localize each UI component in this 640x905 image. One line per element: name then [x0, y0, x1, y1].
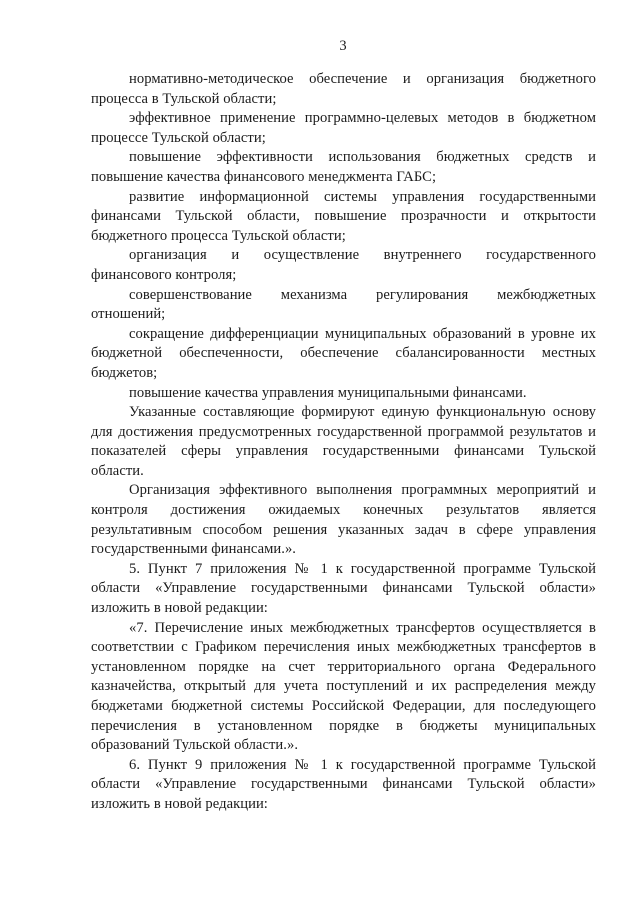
document-body — [91, 70, 596, 815]
paragraph: повышение качества управления муниципальными финансами. — [129, 384, 527, 401]
paragraph: нормативно-методическое обеспечение и организация бюджетного процесса в Тульской области; — [91, 71, 596, 107]
paragraph: организация и осуществление внутреннего государственного финансового контроля; — [91, 247, 596, 283]
paragraph: 5. Пункт 7 приложения № 1 к государственной программе Тульской области «Управление государственными финансами Тульской области» изложить в новой редакции: — [91, 560, 596, 617]
paragraph: развитие информационной системы управления государственными финансами Тульской области, повышение прозрачности и открытости бюджетного процесса Тульской области; — [91, 188, 596, 244]
page-number: 3 — [339, 38, 347, 54]
paragraph: сокращение дифференциации муниципальных образований в уровне их бюджетной обеспеченности, обеспечение сбалансированности местных бюджетов; — [91, 325, 596, 381]
paragraph: «7. Перечисление иных межбюджетных трансфертов осуществляется в соответствии с Графиком перечисления иных межбюджетных трансфертов в установленном порядке на счет территориального органа Федерального казначейства, открытый для учета поступлений и их распределения между бюджетами бюджетной системы Российской Федерации, для последующего перечисления в установленном порядке в бюджеты муниципальных образований Тульской области.». — [91, 619, 596, 754]
paragraph: Указанные составляющие формируют единую функциональную основу для достижения предусмотренных государственной программой результатов и показателей сферы управления государственными финансами Тульской области. — [91, 404, 596, 479]
paragraph: эффективное применение программно-целевых методов в бюджетном процессе Тульской области; — [91, 110, 596, 146]
paragraph: 6. Пункт 9 приложения № 1 к государственной программе Тульской области «Управление государственными финансами Тульской области» изложить в новой редакции: — [91, 756, 596, 812]
paragraph: совершенствование механизма регулирования межбюджетных отношений; — [91, 286, 596, 323]
paragraph: повышение эффективности использования бюджетных средств и повышение качества финансового менеджмента ГАБС; — [91, 149, 596, 185]
paragraph: Организация эффективного выполнения программных мероприятий и контроля достижения ожидаемых конечных результатов является результативным способом решения указанных задач в сфере управления государственными финансами.». — [91, 482, 596, 558]
